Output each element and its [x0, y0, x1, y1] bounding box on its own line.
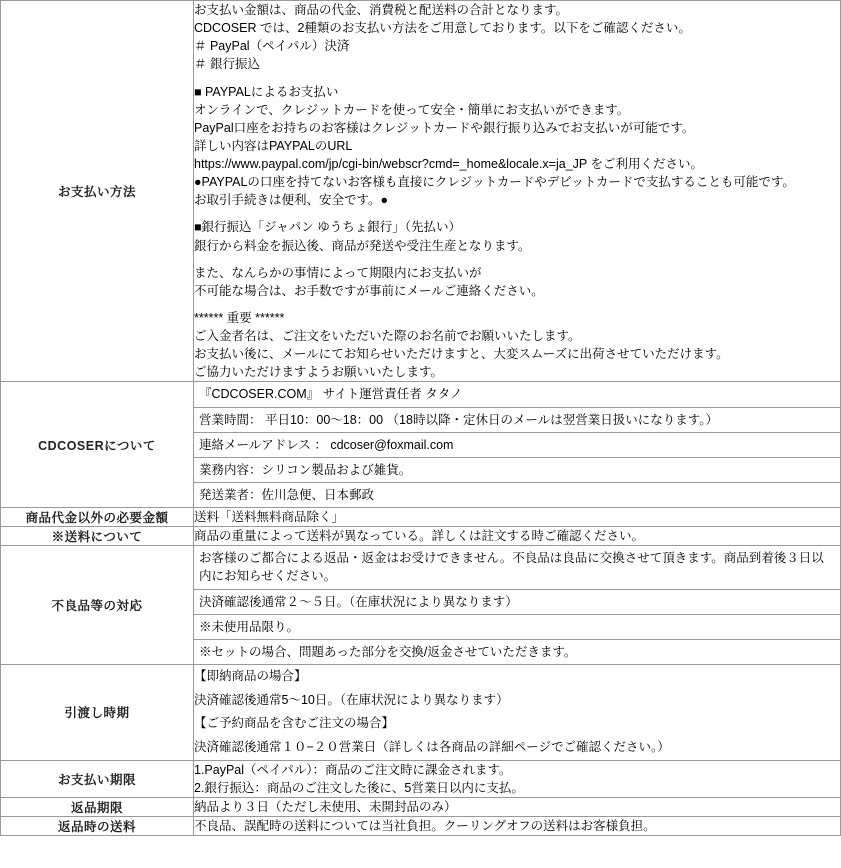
table-row-payment-deadline: [1, 760, 841, 797]
text-line: ＃ 銀行振込: [194, 57, 260, 72]
row-value-defective-handling: [194, 546, 841, 665]
text-line: CDCOSER では、2種類のお支払い方法をご用意しております。以下をご確認ください。: [194, 21, 691, 36]
contact-email-line[interactable]: 連絡メールアドレス ： cdcoser@foxmail.com: [194, 433, 840, 458]
text-line: ＃ PayPal（ペイパル）決済: [194, 39, 350, 54]
text-line: PayPal口座をお持ちのお客様はクレジットカードや銀行振り込みでお支払いが可能です。: [194, 120, 695, 135]
text-line: ■ PAYPALによるお支払い: [194, 84, 339, 99]
text-line: 銀行から料金を振込後、商品が発送や受注生産となります。: [194, 238, 531, 253]
row-value-return-deadline: [194, 798, 841, 817]
row-label-defective-handling: 不良品等の対応: [1, 546, 194, 665]
table-row-shipping-note: [1, 527, 841, 546]
table-row-payment-method: [1, 1, 841, 382]
text-line: ご協力いただけますようお願いいたします。: [194, 365, 444, 380]
spacer: [194, 300, 840, 309]
row-label-delivery-time: 引渡し時期: [1, 664, 194, 760]
row-value-return-shipping: [194, 817, 841, 836]
row-label-return-shipping: 返品時の送料: [1, 817, 194, 836]
table-row-defective-handling: [1, 546, 841, 665]
row-label-about-cdcoser: CDCOSERについて: [1, 382, 194, 508]
row-value-delivery-time: [194, 664, 841, 760]
row-label-shipping-note: ※送料について: [1, 527, 194, 546]
row-label-extra-fees: 商品代金以外の必要金額: [1, 508, 194, 527]
spacer: [194, 255, 840, 264]
text-line: 決済確認後通常5〜10日。（在庫状況により異なります）: [194, 692, 509, 707]
row-value-payment-method: [194, 1, 841, 382]
text-line: ご入金者名は、ご注文をいただいた際のお名前でお願いいたします。: [194, 329, 581, 343]
text-line: 納品より３日（ただし未使用、未開封品のみ）: [194, 800, 457, 815]
table-row-return-shipping: [1, 817, 841, 836]
text-line: お支払い後に、メールにてお知らせいただけますと、大変スムーズに出荷させていただけます。: [194, 347, 729, 362]
text-line: 発送業者：佐川急便、日本郵政: [199, 487, 375, 502]
text-line: ●PAYPALの口座を持てないお客様も直接にクレジットカードやデビットカードで支払することも可能です。: [194, 175, 795, 190]
text-line: ※未使用品限り。: [194, 615, 840, 640]
text-line: お客様のご都合による返品・返金はお受けできません。不良品は良品に交換させて頂きます。商品到着後３日以内にお知らせください。: [194, 546, 840, 589]
text-line: オンラインで、クレジットカードを使って安全・簡単にお支払いができます。: [194, 102, 630, 117]
table-row-extra-fees: [1, 508, 841, 527]
row-value-extra-fees: [194, 508, 841, 527]
spacer: [194, 74, 840, 83]
table-row-about-cdcoser: [1, 382, 841, 508]
row-label-payment-deadline: お支払い期限: [1, 760, 194, 797]
text-line: 【ご予約商品を含むご注文の場合】: [194, 716, 395, 731]
text-line: また、なんらかの事情によって期限内にお支払いが: [194, 265, 482, 280]
row-value-about-cdcoser: [194, 382, 841, 508]
text-line: ※セットの場合、問題あった部分を交換/返金させていただきます。: [199, 644, 577, 659]
text-line: 決済確認後通常１０−２０営業日（詳しくは各商品の詳細ページでご確認ください。）: [194, 740, 670, 755]
text-line: 『CDCOSER.COM』 サイト運営責任者 タタノ: [194, 382, 840, 407]
row-value-payment-deadline: [194, 760, 841, 797]
text-line: 営業時間： 平日10：00〜18：00 （18時以降・定休日のメールは翌営業日扱いになります。）: [194, 408, 840, 433]
text-line: ■銀行振込「ジャパン ゆうちょ銀行」（先払い）: [194, 220, 462, 235]
text-line: 詳しい内容はPAYPALのURL: [194, 138, 353, 153]
text-line: 1.PayPal（ペイパル）：商品のご注文時に課金されます。: [194, 762, 512, 777]
row-value-shipping-note: [194, 527, 841, 546]
text-line: 業務内容：シリコン製品および雑貨。: [194, 458, 840, 483]
text-line: ****** 重要 ******: [194, 310, 285, 325]
table-row-delivery-time: [1, 664, 841, 760]
row-label-return-deadline: 返品期限: [1, 798, 194, 817]
text-line: 送料「送料無料商品除く」: [194, 510, 345, 524]
text-line: 決済確認後通常２〜５日。（在庫状況により異なります）: [194, 590, 840, 615]
row-label-payment-method: お支払い方法: [1, 1, 194, 382]
text-line: 2.銀行振込：商品のご注文した後に、5営業日以内に支払。: [194, 781, 524, 795]
text-line: 商品の重量によって送料が異なっている。詳しくは註文する時ご確認ください。: [194, 529, 645, 544]
paypal-url-line[interactable]: https://www.paypal.com/jp/cgi-bin/webscr?cmd=_home&locale.x=ja_JP をご利用ください。: [194, 157, 703, 171]
table-row-return-deadline: [1, 798, 841, 817]
text-line: 不良品、誤配時の送料については当社負担。クーリングオフの送料はお客様負担。: [194, 819, 656, 834]
spacer: [194, 209, 840, 218]
text-line: 【即納商品の場合】: [194, 668, 307, 683]
text-line: お支払い金額は、商品の代金、消費税と配送料の合計となります。: [194, 3, 569, 17]
text-line: 不可能な場合は、お手数ですが事前にメールご連絡ください。: [194, 283, 544, 298]
text-line: お取引手続きは便利、安全です。●: [194, 193, 389, 208]
